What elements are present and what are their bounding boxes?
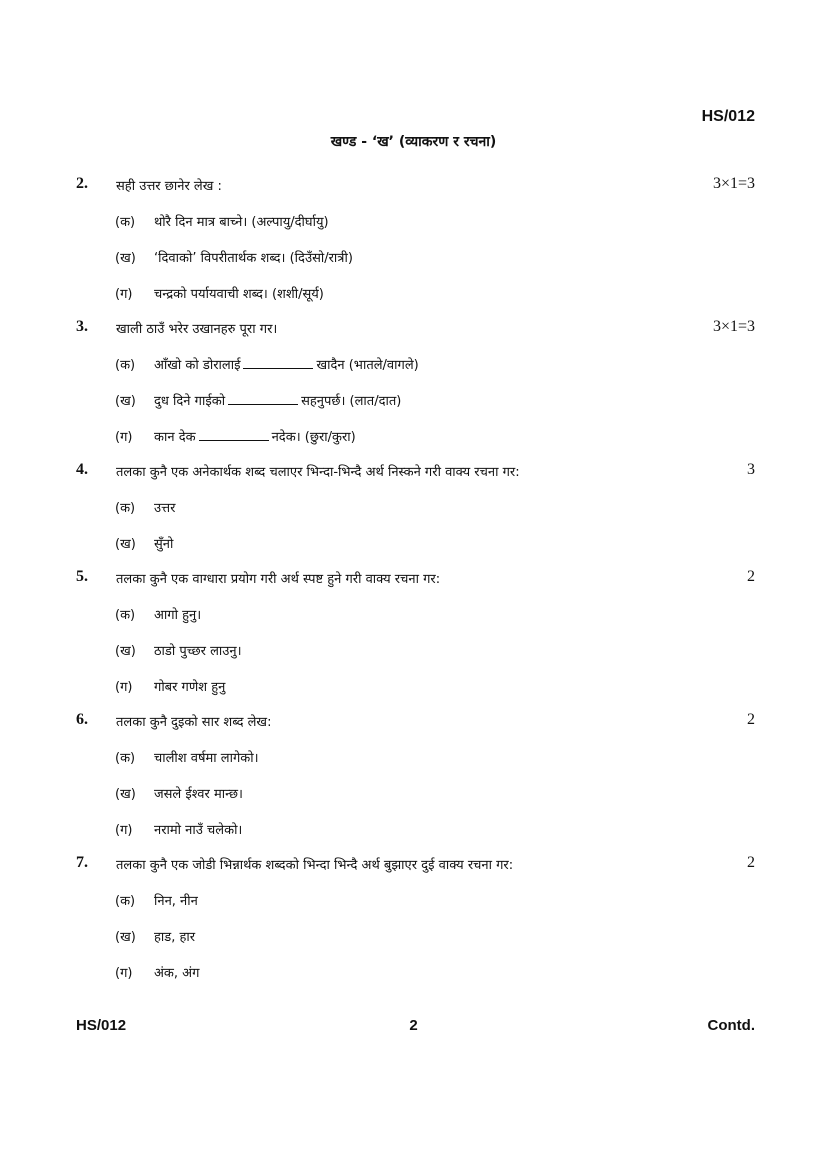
fill-blank [228, 392, 298, 405]
page-footer [0, 1017, 827, 1037]
question-text: तलका कुनै दुइको सार शब्द लेख: [116, 715, 272, 730]
option-label: (क) [115, 608, 136, 623]
option [0, 497, 827, 521]
option-text: हाड, हार [154, 930, 196, 945]
option-label: (ग) [115, 823, 133, 838]
option-text-before-blank: कान देक [154, 430, 196, 445]
option [0, 354, 827, 378]
question-number: 4. [76, 461, 88, 478]
option [0, 747, 827, 771]
option [0, 926, 827, 950]
option-label: (ग) [115, 287, 133, 302]
fill-blank [243, 356, 313, 369]
option-label: (ग) [115, 966, 133, 981]
question-number: 2. [76, 175, 88, 192]
paper-code-top: HS/012 [701, 108, 755, 125]
option-text: चालीश वर्षमा लागेको। [154, 751, 259, 766]
option-label: (क) [115, 358, 136, 373]
option-text [154, 427, 356, 445]
option-label: (ख) [115, 787, 136, 802]
question-marks: 3 [747, 461, 755, 478]
question-marks: 2 [747, 854, 755, 871]
question-marks: 3×1=3 [712, 175, 755, 192]
option-text-before-blank: दुध दिने गाईको [154, 394, 226, 409]
question-3 [0, 318, 827, 342]
option [0, 676, 827, 700]
fill-blank [199, 428, 269, 441]
option-text-after-blank: सहनुपर्छ। (लात/दात) [301, 394, 402, 409]
question-text: तलका कुनै एक जोडी भिन्नार्थक शब्दको भिन्दा भिन्दै अर्थ बुझाएर दुई वाक्य रचना गर: [116, 858, 514, 873]
option-label: (क) [115, 894, 136, 909]
question-5 [0, 568, 827, 592]
option-text: उत्तर [154, 501, 176, 516]
option [0, 390, 827, 414]
option-text: निन, नीन [154, 894, 198, 909]
option-label: (क) [115, 215, 136, 230]
question-4 [0, 461, 827, 485]
question-2 [0, 175, 827, 199]
option [0, 640, 827, 664]
option [0, 890, 827, 914]
question-text: सही उत्तर छानेर लेख : [116, 179, 222, 194]
option [0, 426, 827, 450]
option-label: (ग) [115, 430, 133, 445]
option-label: (क) [115, 501, 136, 516]
option-text-after-blank: नदेक। (छुरा/कुरा) [271, 430, 356, 445]
question-marks: 2 [747, 711, 755, 728]
option [0, 604, 827, 628]
question-marks: 3×1=3 [712, 318, 755, 335]
option [0, 211, 827, 235]
question-number: 5. [76, 568, 88, 585]
option [0, 247, 827, 271]
option-text: आगो हुनु। [154, 608, 202, 623]
question-number: 3. [76, 318, 88, 335]
question-number: 7. [76, 854, 88, 871]
option [0, 533, 827, 557]
option-text [154, 391, 401, 409]
page-number: 2 [409, 1017, 418, 1034]
option-text: गोबर गणेश हुनु [154, 680, 226, 695]
option [0, 819, 827, 843]
option-label: (ख) [115, 537, 136, 552]
question-text: तलका कुनै एक वाग्धारा प्रयोग गरी अर्थ स्पष्ट हुने गरी वाक्य रचना गर: [116, 572, 441, 587]
option [0, 783, 827, 807]
option-text: सुँनो [154, 537, 174, 552]
question-text: तलका कुनै एक अनेकार्थक शब्द चलाएर भिन्दा-भिन्दै अर्थ निस्कने गरी वाक्य रचना गर: [116, 465, 520, 480]
question-number: 6. [76, 711, 88, 728]
footer-paper-code: HS/012 [76, 1017, 127, 1034]
section-title: खण्ड - ‘ख’ (व्याकरण र रचना) [330, 134, 497, 150]
option-label: (ग) [115, 680, 133, 695]
option-label: (ख) [115, 930, 136, 945]
option-text: ठाडो पुच्छर लाउनु। [154, 644, 242, 659]
option-label: (ख) [115, 394, 136, 409]
option-text: ‘दिवाको’ विपरीतार्थक शब्द। (दिउँसो/रात्री) [154, 251, 353, 266]
option-text-after-blank: खादैन (भातले/वागले) [316, 358, 419, 373]
option-text [154, 355, 419, 373]
option-text: अंक, अंग [154, 966, 200, 981]
option [0, 962, 827, 986]
option [0, 283, 827, 307]
question-text: खाली ठाउँ भरेर उखानहरु पूरा गर। [116, 322, 278, 337]
option-label: (क) [115, 751, 136, 766]
question-marks: 2 [747, 568, 755, 585]
option-text: थोरै दिन मात्र बाच्ने। (अल्पायु/दीर्घायु) [154, 215, 329, 230]
option-label: (ख) [115, 251, 136, 266]
option-label: (ख) [115, 644, 136, 659]
question-7 [0, 854, 827, 878]
question-6 [0, 711, 827, 735]
option-text: जसले ईश्वर मान्छ। [154, 787, 243, 802]
footer-contd: Contd. [707, 1017, 755, 1034]
option-text-before-blank: आँखो को डोरालाई [154, 358, 241, 373]
option-text: चन्द्रको पर्यायवाची शब्द। (शशी/सूर्य) [154, 287, 324, 302]
option-text: नरामो नाउँ चलेको। [154, 823, 243, 838]
